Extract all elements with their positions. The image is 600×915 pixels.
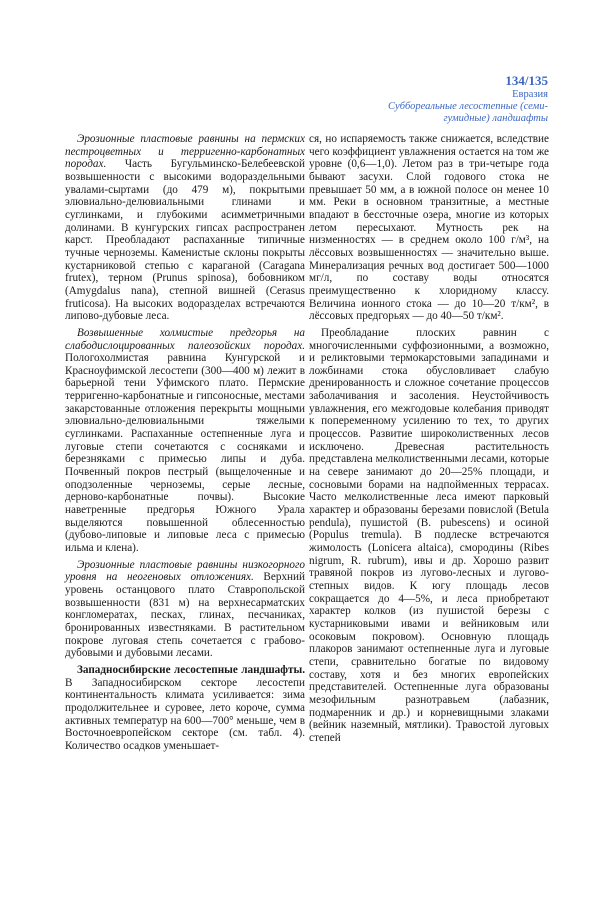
page-header (308, 74, 548, 125)
section-heading: Западносибирские лесостепные ландшафты. (77, 663, 305, 676)
region-title: Евразия (512, 89, 548, 100)
paragraph-heading: Эрозионные пластовые равнины на пермских пестроцветных и терригенно-карбонатных породах. (65, 133, 305, 171)
paragraph-flat-plains: Преобладание плоских равнин с многочисленными суффозионными, а возможно, и реликтовыми термокарстовыми западинами и ложбинами стока обусловливает слабую дренированность и сложное сочетание процессов заболачивания и засоления. Неустойчивость увлажнения, его межгодовые колебания приводят к попеременному усилению то тех, то других процессов. Развитие широколиственных лесов исключено. Древесная растительность представлена мелколиственными лесами, которые на севере занимают до 20—25% площади, и сосновыми борами на надпойменных террасах. Часто мелколиственные леса имеют парковый характер и образованы березами повислой (Betula pendula), пушистой (B. pubescens) и осиной (Populus tremula). В подлеске встречаются жимолость (Lonicera altaica), смородины (Ribes nigrum, R. rubrum), ивы и др. Хорошо развит травяной покров из лугово-лесных и лугово-степных видов. К югу площадь лесов сокращается до 4—5%, и леса приобретают характер колков (из пушистой березы с кустарниковыми ивами и вейниковым или осоковым покровом). Основную площадь плакоров занимают остепненные луга и луговые степи, сравнительно богатые по видовому составу, хотя и без многих европейских представителей. Остепненные луга образованы мезофильным разнотравьем (лабазник, подмаренник и др.) и корневищными злаками (вейник наземный, мятлики). Травостой луговых степей (309, 326, 549, 744)
paragraph-heading: Эрозионные пластовые равнины низкогорного уровня на неогеновых отложениях. (65, 558, 305, 584)
section-title-line2: гумидные) ландшафты (443, 113, 548, 124)
left-column (65, 133, 305, 753)
paragraph-body: Часть Бугульминско-Белебеевской возвышенности с высокими водораздельными увалами-сыртами (до 479 м), покрытыми элювиально-делювиальными глинами и суглинками, и глубокими асимметричными долинами. В кунгурских гипсах распространен карст. Преобладают распаханные типичные тучные черноземы. Каменистые склоны покрыты кустарниковой степью с караганой (Caragana frutex), терном (Prunus spinosa), бобовником (Amygdalus nana), степной вишней (Cerasus fruticosa). На высоких водоразделах встречаются липово-дубовые леса. (65, 158, 305, 323)
right-column (309, 133, 549, 745)
paragraph-body: Верхний уровень останцового плато Ставропольской возвышенности (831 м) на верхнесарматских конгломератах, песках, глинах, песчаниках, бронированных известняками. В растительном покрове луговая степь сочетается с грабово-дубовыми и дубовыми лесами. (65, 571, 305, 660)
paragraph-west-siberian (65, 664, 305, 753)
page-number: 134/135 (505, 73, 548, 88)
paragraph-erosion-plains-permian (65, 133, 305, 323)
paragraph-continuation: ся, но испаряемость также снижается, вследствие чего коэффициент увлажнения остается на том же уровне (0,6—1,0). Летом раз в три-четыре года бывают засухи. Слой годового стока не превышает 50 мм, а в южной полосе он менее 10 мм. Реки в основном транзитные, а местные впадают в бессточные озера, многие из которых летом пересыхают. Мутность рек на низменностях — в среднем около 100 г/м³, на лёссовых возвышенностях — значительно выше. Минерализация речных вод достигает 500—1000 мг/л, по составу воды относятся преимущественно к хлоридному классу. Величина ионного стока — до 10—20 т/км², в лёссовых предгорьях — до 40—50 т/км². (309, 133, 549, 323)
paragraph-heading: Возвышенные холмистые предгорья на слабодислоцированных палеозойских породах. (65, 326, 305, 352)
paragraph-erosion-plains-neogene (65, 559, 305, 660)
paragraph-hilly-foothills (65, 327, 305, 555)
paragraph-body: Пологохолмистая равнина Кунгурской и Красноуфимской лесостепи (300—400 м) лежит в барьерной тени Уфимского плато. Пермские терригенно-карбонатные и гипсоносные, местами закарстованные отложения перекрыты мощными элювиально-делювиальными тяжелыми суглинками. Распаханные остепненные луга и луговые степи сочетаются с сосняками и березняками с примесью липы и дуба. Почвенный покров пестрый (выщелоченные и оподзоленные черноземы, серые лесные, дерново-карбонатные почвы). Высокие наветренные предгорья Южного Урала выделяются повышенной облесенностью (дубово-липовые и липовые леса с примесью ильма и клена). (65, 352, 305, 554)
section-title-line1: Суббореальные лесостепные (семи- (388, 101, 548, 112)
paragraph-body: В Западносибирском секторе лесостепи континентальность климата усиливается: зима продолжительнее и суровее, лето короче, сумма активных температур на 600—700° меньше, чем в Восточноевропейском секторе (см. табл. 4). Количество осадков уменьшает- (65, 676, 305, 752)
